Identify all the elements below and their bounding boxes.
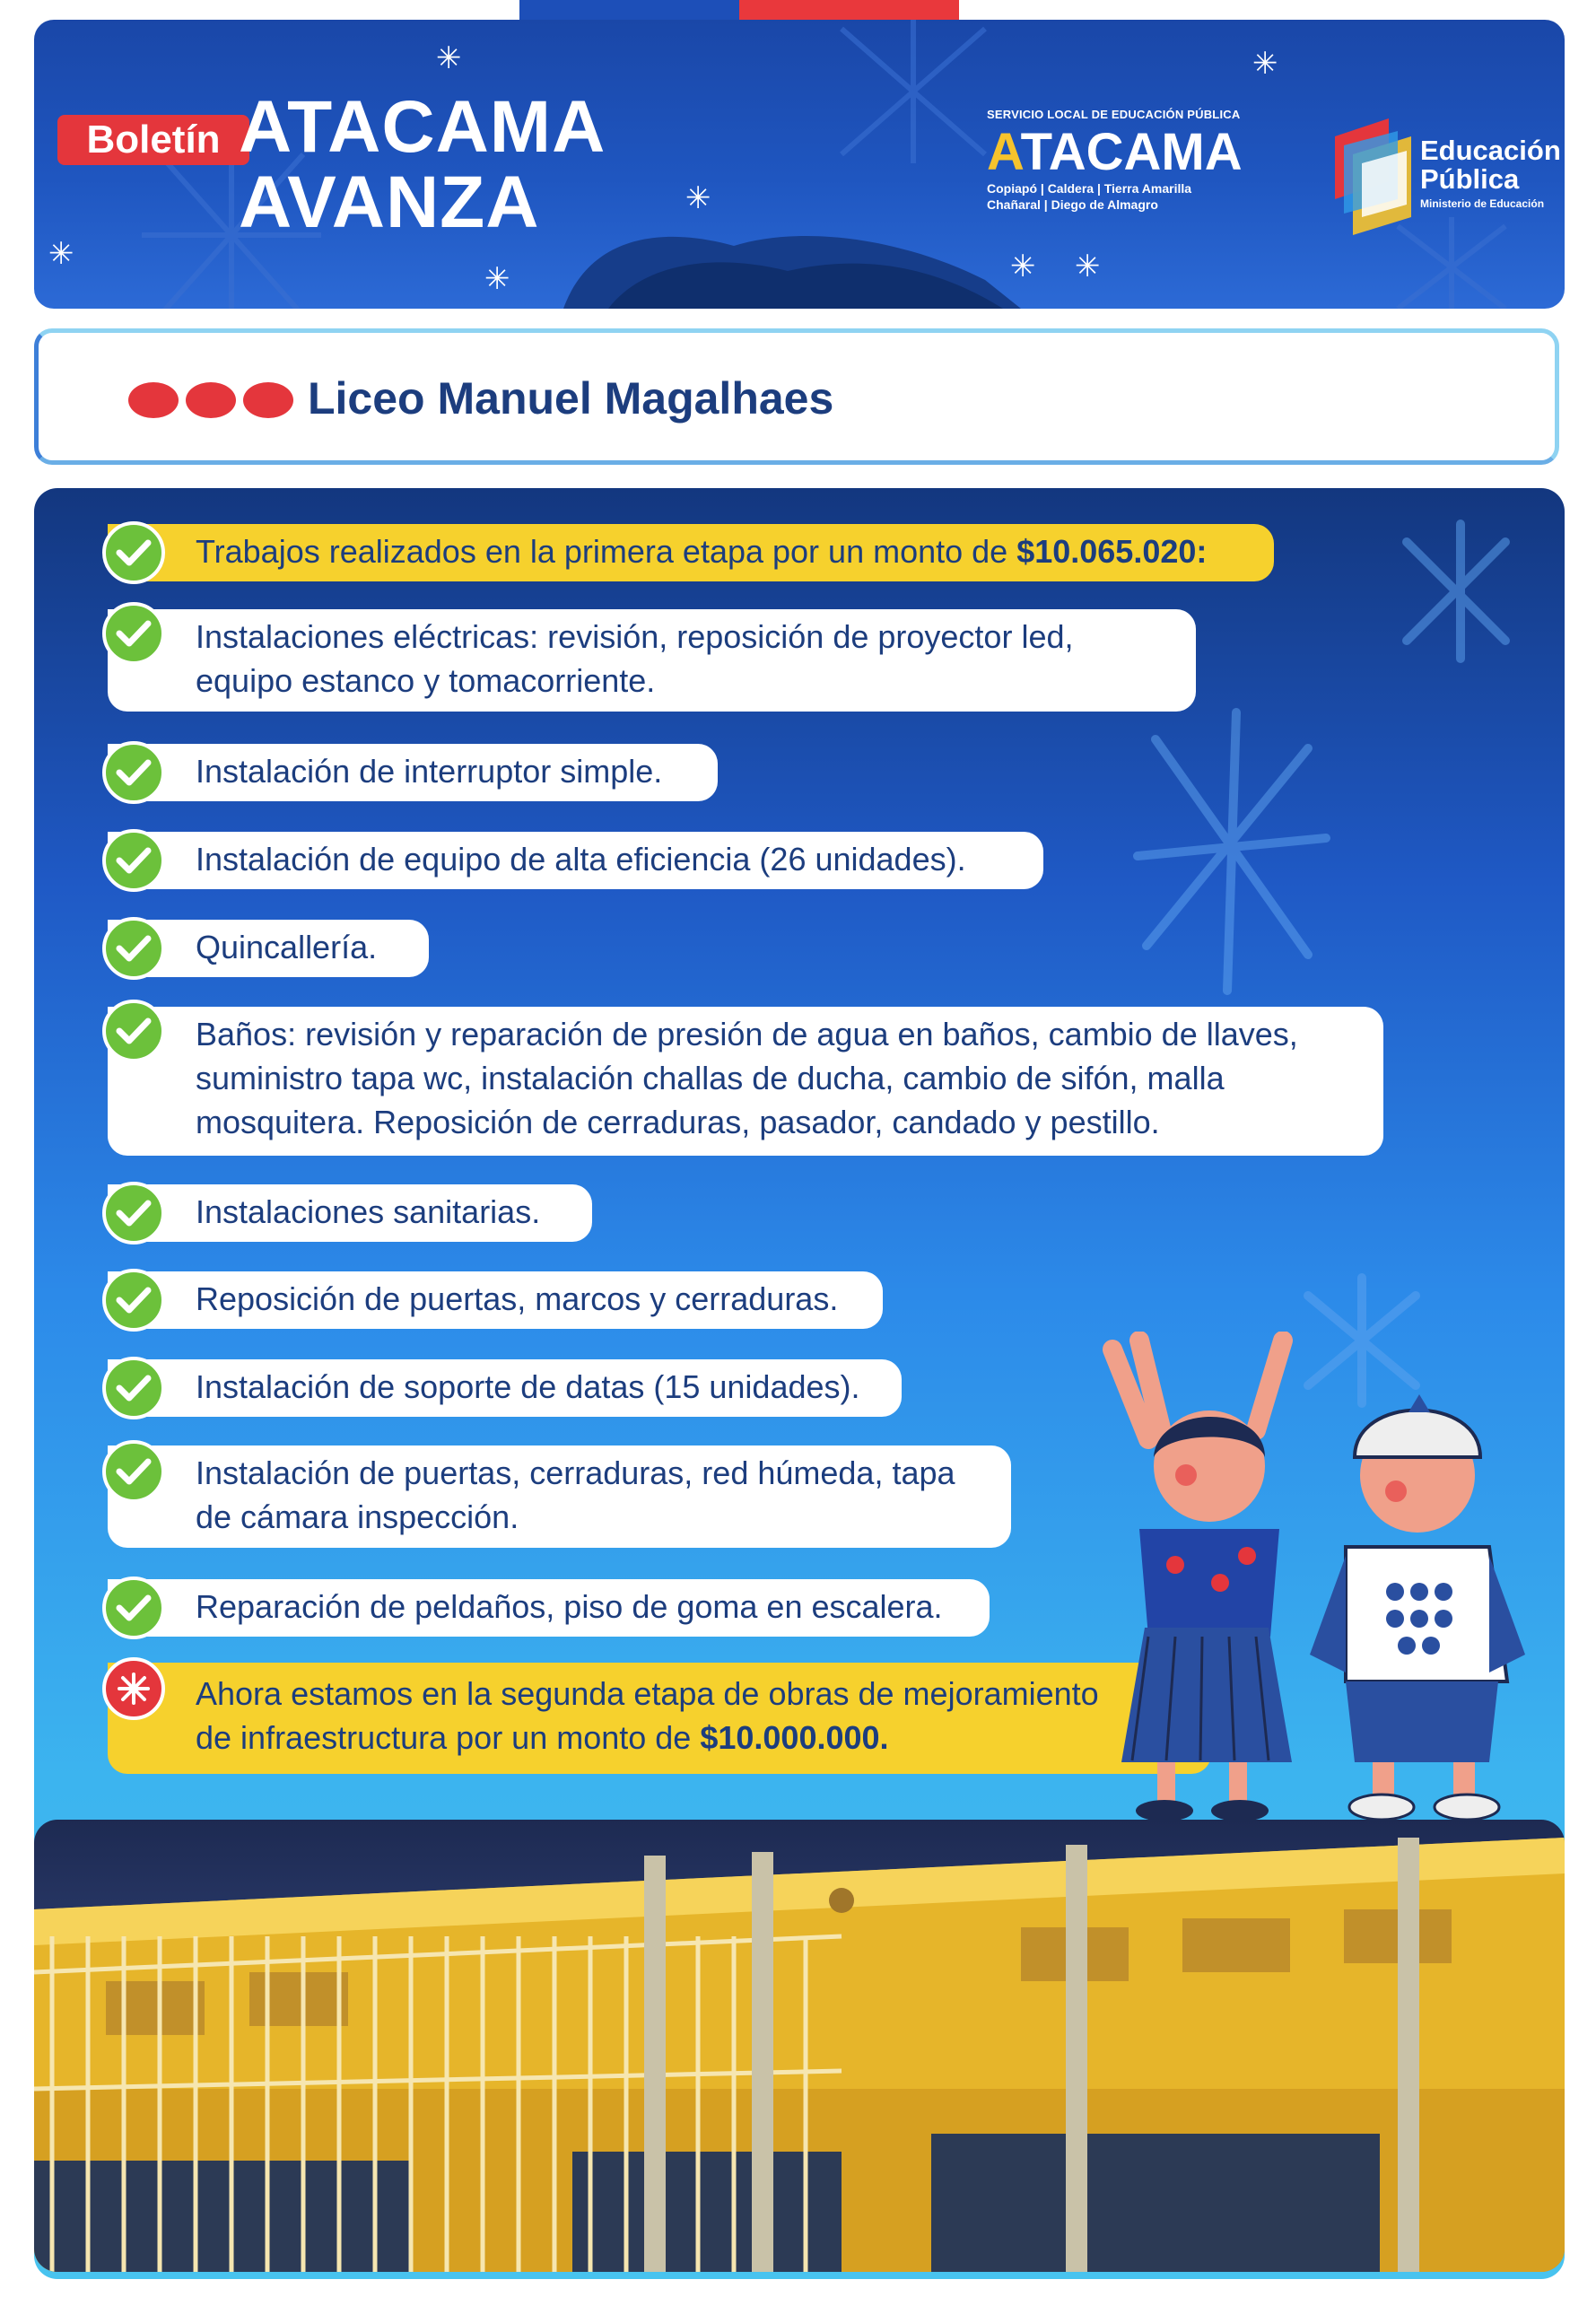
- item-text: Reparación de peldaños, piso de goma en escalera.: [196, 1588, 943, 1625]
- title-line-2: AVANZA: [239, 162, 540, 243]
- item-text: Instalación de equipo de alta eficiencia (26 unidades).: [196, 841, 966, 878]
- item-pill: [108, 1184, 592, 1242]
- item-text: Instalaciones sanitarias.: [196, 1193, 541, 1230]
- item-pill: [108, 744, 718, 801]
- item-text-line-1: Ahora estamos en la segunda etapa de obras de mejoramiento: [196, 1675, 1099, 1712]
- check-icon: [102, 741, 165, 804]
- bulletin-title: [239, 86, 606, 243]
- check-icon: [102, 1440, 165, 1503]
- check-icon: [102, 1269, 165, 1332]
- slep-atacama-logo: [987, 108, 1292, 213]
- item-text: Trabajos realizados en la primera etapa por un monto de: [196, 533, 1017, 570]
- school-building-photo: [34, 1820, 1565, 2272]
- item-pill: [108, 1007, 1383, 1156]
- item-pill: [108, 832, 1043, 889]
- item-text-line-2: equipo estanco y tomacorriente.: [196, 662, 656, 699]
- svg-text:✳: ✳: [1010, 249, 1036, 284]
- boletin-badge: Boletín: [57, 115, 249, 165]
- slep-communes-1: Copiapó | Caldera | Tierra Amarilla: [987, 181, 1192, 196]
- item-pill: [108, 524, 1274, 581]
- slep-name-initial: A: [987, 123, 1021, 181]
- check-icon: [102, 521, 165, 584]
- item-pill: [108, 609, 1196, 712]
- item-text-line-1: Instalación de puertas, cerraduras, red húmeda, tapa: [196, 1454, 955, 1491]
- item-text: Instalación de interruptor simple.: [196, 753, 663, 790]
- educacion-publica-emblem-icon: [1326, 118, 1416, 235]
- item-text-line-1: Baños: revisión y reparación de presión de agua en baños, cambio de llaves,: [196, 1016, 1298, 1052]
- item-pill: [108, 1579, 990, 1637]
- item-text-line-3: mosquitera. Reposición de cerraduras, pasador, candado y pestillo.: [196, 1104, 1160, 1140]
- item-text: Reposición de puertas, marcos y cerraduras.: [196, 1280, 839, 1317]
- item-text-line-2: suministro tapa wc, instalación challas de ducha, cambio de sifón, malla: [196, 1060, 1225, 1096]
- check-icon: [102, 1182, 165, 1245]
- item-text: de infraestructura por un monto de: [196, 1719, 701, 1756]
- item-pill: [108, 1359, 902, 1417]
- item-pill: [108, 1663, 1211, 1774]
- item-amount: $10.000.000.: [700, 1719, 889, 1756]
- edu-line-1: Educación: [1420, 135, 1561, 166]
- item-text: Instalación de soporte de datas (15 unidades).: [196, 1368, 860, 1405]
- item-text: Quincallería.: [196, 929, 378, 965]
- edu-line-3: Ministerio de Educación: [1420, 197, 1545, 210]
- svg-text:✳: ✳: [1075, 249, 1101, 284]
- item-pill: [108, 1271, 883, 1329]
- red-dots-icon: [128, 378, 299, 423]
- girl-figure: [1112, 1341, 1292, 1821]
- item-text-line-2: de cámara inspección.: [196, 1498, 519, 1535]
- check-icon: [102, 602, 165, 665]
- svg-text:✳: ✳: [1252, 46, 1278, 82]
- edu-line-2: Pública: [1420, 163, 1520, 195]
- check-icon: [102, 1000, 165, 1062]
- check-icon: [102, 1357, 165, 1419]
- school-name-box: [34, 328, 1559, 465]
- boy-figure: [1310, 1394, 1525, 1820]
- svg-text:✳: ✳: [436, 40, 462, 76]
- title-line-1: ATACAMA: [239, 86, 606, 168]
- check-icon: [102, 829, 165, 892]
- children-illustration: [1086, 1332, 1534, 1834]
- svg-text:✳: ✳: [48, 236, 74, 272]
- slep-label: SERVICIO LOCAL DE EDUCACIÓN PÚBLICA: [987, 108, 1241, 121]
- svg-text:✳: ✳: [484, 261, 510, 297]
- school-name: Liceo Manuel Magalhaes: [308, 373, 834, 424]
- slep-name-rest: TACAMA: [1020, 123, 1243, 181]
- slep-name: [987, 125, 1292, 180]
- educacion-publica-logo: [1326, 118, 1565, 244]
- item-amount: $10.065.020:: [1016, 533, 1208, 570]
- item-text-line-1: Instalaciones eléctricas: revisión, reposición de proyector led,: [196, 618, 1074, 655]
- check-icon: [102, 917, 165, 980]
- slep-communes-2: Chañaral | Diego de Almagro: [987, 197, 1158, 212]
- item-text-line-2: [196, 1716, 1193, 1760]
- top-flag-bar: [519, 0, 959, 20]
- school-building-illustration: [34, 1820, 1565, 2272]
- asterisk-icon: [102, 1657, 165, 1720]
- flag-blue-segment: [519, 0, 739, 20]
- item-pill: [108, 1445, 1011, 1548]
- flag-red-segment: [739, 0, 959, 20]
- svg-text:✳: ✳: [685, 180, 711, 216]
- check-icon: [102, 1576, 165, 1639]
- header-banner: [34, 20, 1565, 309]
